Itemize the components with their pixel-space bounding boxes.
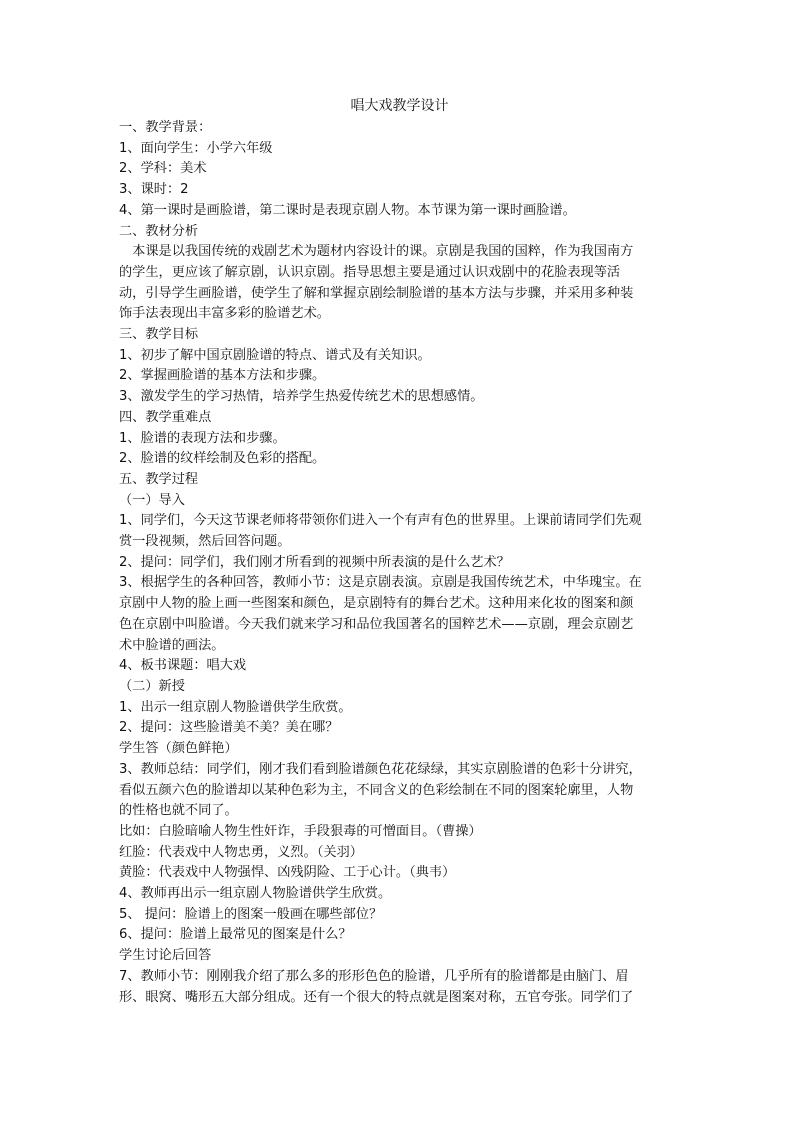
subsection-heading: （二）新授 bbox=[119, 678, 185, 694]
body-line: 4、教师再出示一组京剧人物脸谱供学生欣赏。 bbox=[119, 886, 392, 902]
body-line: 3、课时：2 bbox=[119, 182, 189, 198]
section-heading: 一、教学背景： bbox=[119, 120, 212, 135]
body-line: 6、提问：脸谱上最常见的图案是什么？ bbox=[119, 927, 352, 943]
document-page bbox=[119, 96, 680, 1008]
body-line: 饰手法表现出丰富多彩的脸谱艺术。 bbox=[119, 306, 330, 322]
body-line: 的性格也就不同了。 bbox=[119, 803, 238, 819]
body-line: 红脸：代表戏中人物忠勇，义烈。（关羽） bbox=[119, 844, 363, 860]
body-line: 色在京剧中叫脸谱。今天我们就来学习和品位我国著名的国粹艺术——京剧，理会京剧艺 bbox=[119, 616, 634, 632]
body-line: 形、眼窝、嘴形五大部分组成。还有一个很大的特点就是图案对称，五官夸张。同学们了 bbox=[119, 989, 634, 1005]
body-line: 4、第一课时是画脸谱，第二课时是表现京剧人物。本节课为第一课时画脸谱。 bbox=[119, 202, 576, 218]
body-line: 2、掌握画脸谱的基本方法和步骤。 bbox=[119, 368, 326, 384]
body-line: 2、提问：同学们，我们刚才所看到的视频中所表演的是什么艺术？ bbox=[119, 554, 510, 570]
body-line: 2、提问：这些脸谱美不美？美在哪？ bbox=[119, 720, 339, 736]
body-line: 1、同学们，今天这节课老师将带领你们进入一个有声有色的世界里。上课前请同学们先观 bbox=[119, 513, 642, 529]
body-line: 本课是以我国传统的戏剧艺术为题材内容设计的课。京剧是我国的国粹，作为我国南方 bbox=[119, 244, 634, 260]
body-line: 学生答（颜色鲜艳） bbox=[119, 741, 238, 757]
body-line: 比如：白脸暗喻人物生性奸诈，手段狠毒的可憎面目。（曹操） bbox=[119, 823, 482, 839]
body-line: 看似五颜六色的脸谱却以某种色彩为主，不同含义的色彩绘制在不同的图案轮廓里，人物 bbox=[119, 782, 634, 798]
section-heading: 三、教学目标 bbox=[119, 327, 199, 343]
body-line: 赏一段视频，然后回答问题。 bbox=[119, 534, 291, 550]
body-line: 1、脸谱的表现方法和步骤。 bbox=[119, 430, 286, 446]
body-line: 2、学科：美术 bbox=[119, 161, 207, 177]
body-line: 3、激发学生的学习热情，培养学生热爱传统艺术的思想感情。 bbox=[119, 389, 484, 405]
section-heading: 四、教学重难点 bbox=[119, 409, 212, 425]
body-line: 京剧中人物的脸上画一些图案和颜色，是京剧特有的舞台艺术。这种用来化妆的图案和颜 bbox=[119, 596, 634, 612]
body-line: 3、教师总结：同学们，刚才我们看到脸谱颜色花花绿绿，其实京剧脸谱的色彩十分讲究， bbox=[119, 761, 642, 777]
section-heading: 五、教学过程 bbox=[119, 471, 199, 487]
body-line: 术中脸谱的画法。 bbox=[119, 637, 225, 653]
body-line: 黄脸：代表戏中人物强悍、凶残阴险、工于心计。（典韦） bbox=[119, 865, 456, 881]
subsection-heading: （一）导入 bbox=[119, 492, 185, 508]
body-line: 1、初步了解中国京剧脸谱的特点、谱式及有关知识。 bbox=[119, 347, 431, 363]
body-line: 5、 提问：脸谱上的图案一般画在哪些部位？ bbox=[119, 906, 383, 922]
body-line: 7、教师小节：刚刚我介绍了那么多的形形色色的脸谱，几乎所有的脸谱都是由脑门、眉 bbox=[119, 968, 629, 984]
body-line: 2、脸谱的纹样绘制及色彩的搭配。 bbox=[119, 451, 326, 467]
body-line: 的学生，更应该了解京剧，认识京剧。指导思想主要是通过认识戏剧中的花脸表现等活 bbox=[119, 264, 621, 280]
document-body bbox=[119, 118, 680, 1008]
body-line: 3、根据学生的各种回答，教师小节：这是京剧表演。京剧是我国传统艺术，中华瑰宝。在 bbox=[119, 575, 642, 591]
body-line: 1、出示一组京剧人物脸谱供学生欣赏。 bbox=[119, 699, 352, 715]
body-line: 1、面向学生：小学六年级 bbox=[119, 140, 273, 156]
document-title: 唱大戏教学设计 bbox=[350, 98, 449, 114]
body-line: 学生讨论后回答 bbox=[119, 948, 212, 964]
section-heading: 二、教材分析 bbox=[119, 223, 199, 239]
body-line: 动，引导学生画脸谱，使学生了解和掌握京剧绘制脸谱的基本方法与步骤，并采用多种装 bbox=[119, 285, 634, 301]
body-line: 4、板书课题：唱大戏 bbox=[119, 658, 247, 674]
